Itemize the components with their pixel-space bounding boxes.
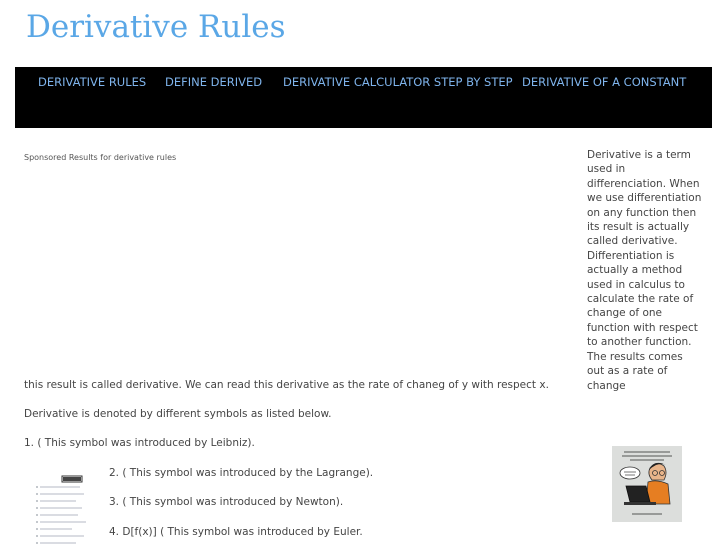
list-item: 4. D[f(x)] ( This symbol was introduced by Euler. <box>109 526 363 538</box>
comic-person-laptop-image <box>612 446 682 522</box>
formula-sheet-image <box>32 474 94 545</box>
list-item: 2. ( This symbol was introduced by the Lagrange). <box>109 467 374 479</box>
list-item: 3. ( This symbol was introduced by Newton). <box>109 496 344 508</box>
derivative-formulas-thumbnail[interactable] <box>32 474 94 545</box>
nav-item-derivative-calculator[interactable]: DERIVATIVE CALCULATOR STEP BY STEP <box>283 75 513 89</box>
comic-illustration[interactable] <box>612 446 682 522</box>
nav-item-define-derived[interactable]: DEFINE DERIVED <box>165 75 263 89</box>
sidebar-text: Derivative is a term used in differenciation. When we use differentiation on any function then its result is actually called derivative. Differentiation is actually a method used in calculus to calculate the rate of change of one function with respect to another function. The results comes out as a rate of change <box>587 149 702 392</box>
content-paragraph: Derivative is denoted by different symbols as listed below. <box>24 408 332 420</box>
sponsored-results-label: Sponsored Results for derivative rules <box>24 153 177 162</box>
site-title[interactable]: Derivative Rules <box>26 9 286 45</box>
content-paragraph: this result is called derivative. We can read this derivative as the rate of chaneg of y with respect x. <box>24 379 549 391</box>
main-navigation <box>15 67 712 128</box>
list-item: 1. ( This symbol was introduced by Leibniz). <box>24 437 255 449</box>
nav-item-derivative-of-a-constant[interactable]: DERIVATIVE OF A CONSTANT <box>522 75 687 89</box>
nav-item-derivative-rules[interactable]: DERIVATIVE RULES <box>38 75 147 89</box>
